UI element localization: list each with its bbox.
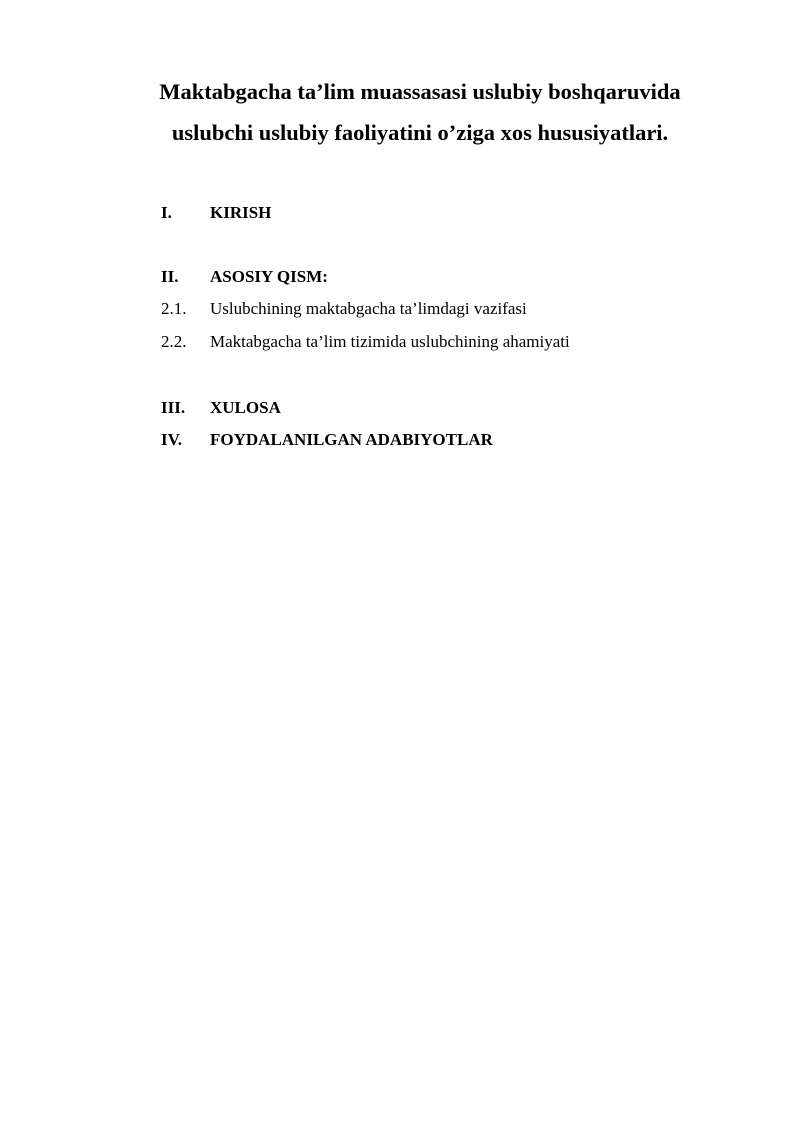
document-title-line-1: Maktabgacha ta’lim muassasasi uslubiy boshqaruvida xyxy=(159,79,681,104)
toc-item-conclusion xyxy=(161,398,281,418)
toc-number: III. xyxy=(161,398,186,417)
toc-label: ASOSIY QISM: xyxy=(210,267,328,286)
toc-item-main-part xyxy=(161,267,328,287)
toc-label: XULOSA xyxy=(210,398,281,417)
toc-subitem-2-2 xyxy=(161,332,570,352)
toc-label: Uslubchining maktabgacha ta’limdagi vazifasi xyxy=(210,299,527,318)
toc-item-references xyxy=(161,430,493,450)
toc-number: 2.1. xyxy=(161,299,187,318)
toc-label: Maktabgacha ta’lim tizimida uslubchining ahamiyati xyxy=(210,332,570,351)
document-title-line-2: uslubchi uslubiy faoliyatini o’ziga xos hususiyatlari. xyxy=(171,120,669,145)
toc-number: IV. xyxy=(161,430,182,449)
toc-number: 2.2. xyxy=(161,332,187,351)
toc-subitem-2-1 xyxy=(161,299,527,319)
toc-item-introduction xyxy=(161,203,271,223)
toc-label: FOYDALANILGAN ADABIYOTLAR xyxy=(210,430,493,449)
toc-label: KIRISH xyxy=(210,203,272,222)
toc-number: II. xyxy=(161,267,179,286)
toc-number: I. xyxy=(161,203,172,222)
